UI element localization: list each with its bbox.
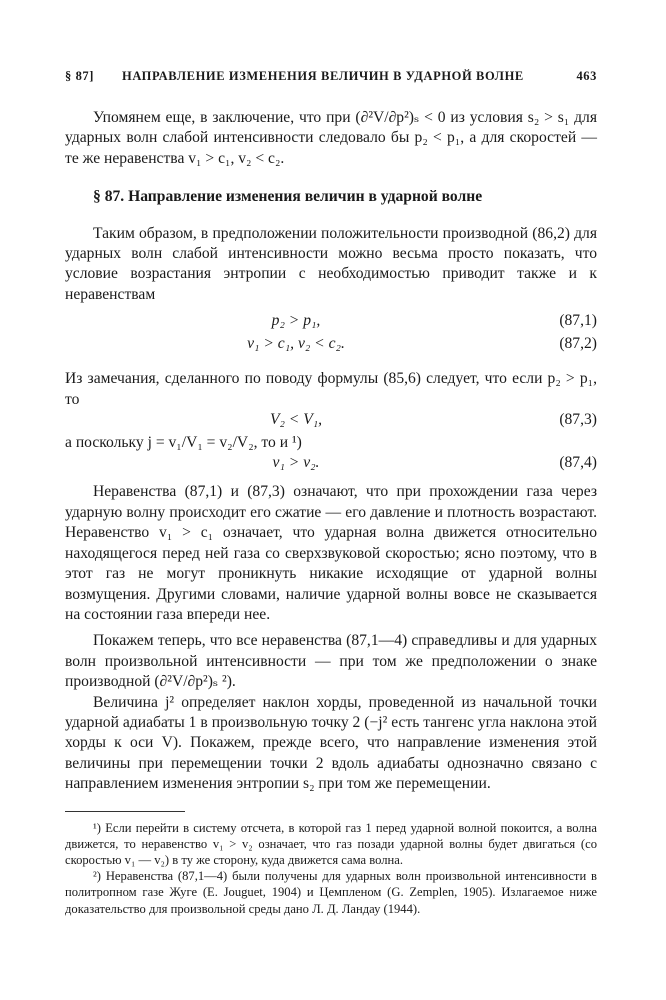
equation-formula: V₂ < V₁, (269, 411, 323, 429)
equation-formula: v₁ > v₂. (272, 454, 320, 472)
equation-number: (87,3) (559, 411, 597, 429)
page-number: 463 (576, 69, 597, 83)
equation-87-1 (65, 311, 597, 334)
paragraph-1: Таким образом, в предположении положительности производной (86,2) для ударных волн слабой интенсивности можно весьма просто показать, что условие возрастания энтропии с необходимостью приводит также и к неравенствам (65, 224, 597, 303)
equation-number: (87,4) (559, 454, 597, 472)
footnotes (65, 820, 597, 917)
section-title: § 87. Направление изменения величин в ударной волне (93, 188, 483, 206)
footnote-2: ²) Неравенства (87,1—4) были получены для ударных волн произвольной интенсивности в политропном газе Жуге (E. Jouguet, 1904) и Цемпленом (G. Zemplen, 1905). Излагаемое ниже доказательство для произвольной среды дано Л. Д. Ландау (1944). (65, 869, 597, 916)
footnote-divider (65, 811, 185, 812)
paragraph-3: а поскольку j = v₁/V₁ = v₂/V₂, то и ¹) (65, 434, 302, 452)
header-section: § 87] (65, 69, 95, 83)
equation-number: (87,2) (559, 335, 597, 353)
equation-87-4 (65, 453, 597, 476)
equation-number: (87,1) (559, 312, 597, 330)
book-page (65, 66, 597, 917)
equation-formula: p₂ > p₁, (271, 312, 321, 330)
footnote-1: ¹) Если перейти в систему отсчета, в которой газ 1 перед ударной волной покоится, а волна движется, то неравенство v₁ > v₂ означает, что газ позади ударной волны будет двигаться (со скоростью v₁ — v₂) в ту же сторону, куда движется сама волна. (65, 820, 597, 867)
paragraph-6: Величина j² определяет наклон хорды, проведенной из начальной точки ударной адиабаты 1 в произвольную точку 2 (−j² есть тангенс угла наклона этой хорды к оси V). Покажем, прежде всего, что направление изменения этой величины при перемещении точки 2 вдоль адиабаты однозначно связано с направлением изменения энтропии s₂ при том же перемещении. (65, 693, 597, 793)
header-title: НАПРАВЛЕНИЕ ИЗМЕНЕНИЯ ВЕЛИЧИН В УДАРНОЙ ВОЛНЕ (122, 69, 524, 83)
equation-87-3 (65, 410, 597, 433)
running-header (65, 66, 597, 88)
paragraph-4: Неравенства (87,1) и (87,3) означают, что при прохождении газа через ударную волну происходит его сжатие — его давление и плотность возрастают. Неравенство v₁ > c₁ означает, что ударная волна движется относительно находящегося перед ней газа со сверхзвуковой скоростью; ясно поэтому, что в этот газ не могут проникнуть никакие исходящие от ударной волны возмущения. Другими словами, наличие ударной волны вовсе не сказывается на состоянии газа впереди нее. (65, 483, 597, 623)
paragraph-5: Покажем теперь, что все неравенства (87,1—4) справедливы и для ударных волн произвольной интенсивности — при том же предположении о знаке производной (∂²V/∂p²)ₛ ²). (65, 632, 597, 691)
paragraph-2: Из замечания, сделанного по поводу формулы (85,6) следует, что если p₂ > p₁, то (65, 370, 597, 408)
equation-formula: v₁ > c₁, v₂ < c₂. (247, 335, 345, 353)
equation-87-2 (65, 334, 597, 357)
intro-paragraph: Упомянем еще, в заключение, что при (∂²V/∂p²)ₛ < 0 из условия s₂ > s₁ для ударных волн слабой интенсивности следовало бы p₂ < p₁, а для скоростей — те же неравенства v₁ > c₁, v₂ < c₂. (65, 109, 597, 167)
